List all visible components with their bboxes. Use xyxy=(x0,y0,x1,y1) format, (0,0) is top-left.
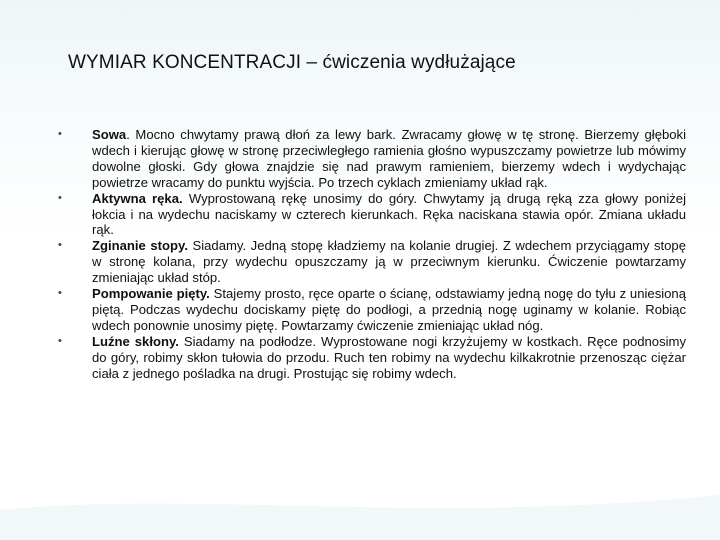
list-item xyxy=(58,334,686,382)
exercise-term: Luźne skłony. xyxy=(92,333,179,349)
bullet-icon: • xyxy=(58,128,62,140)
exercise-description: Siadamy. Jedną stopę kładziemy na kolanie drugiej. Z wdechem przyciągamy stopę w stronę kolana, przy wydechu opuszczamy ją w przeciwnym kierunku. Ćwiczenie powtarzamy zmieniając układ stóp. xyxy=(92,238,687,286)
background-wave-decoration xyxy=(0,450,720,540)
exercise-term: Aktywna ręka. xyxy=(92,190,183,206)
exercise-list xyxy=(58,127,686,382)
bullet-icon: • xyxy=(58,191,62,204)
bullet-icon: • xyxy=(58,239,62,252)
list-item xyxy=(58,127,686,191)
exercise-description: . Mocno chwytamy prawą dłoń za lewy bark. Zwracamy głowę w tę stronę. Bierzemy głęboki wdech i kierując głowę w stronę przeciwległego ramienia głośno wypuszczamy powietrze lub mówimy dowolne głoski. Gdy głowa znajdzie się nad prawym ramieniem, bierzemy wdech i wydychając powietrze wracamy do punktu wyjścia. Po trzech cyklach zmieniamy układ rąk. xyxy=(92,127,686,190)
exercise-description: Stajemy prosto, ręce oparte o ścianę, odstawiamy jedną nogę do tyłu z uniesioną piętą. Podczas wydechu dociskamy piętę do podłogi, a przednią nogę uginamy w kolanie. Robiąc wdech ponownie unosimy piętę. Powtarzamy ćwiczenie zmieniając układ nóg. xyxy=(92,286,686,333)
list-item xyxy=(58,286,686,334)
bullet-icon: • xyxy=(58,287,62,300)
bullet-icon: • xyxy=(58,334,62,347)
exercise-description: Siadamy na podłodze. Wyprostowane nogi krzyżujemy w kostkach. Ręce podnosimy do góry, robimy skłon tułowia do przodu. Ruch ten robimy na wydechu kilkakrotnie przenosząc ciężar ciała z jednego pośladka na drugi. Prostując się robimy wdech. xyxy=(92,333,687,381)
list-item xyxy=(58,191,686,239)
exercise-term: Zginanie stopy. xyxy=(92,238,188,254)
slide-title: WYMIAR KONCENTRACJI – ćwiczenia wydłużające xyxy=(68,52,516,73)
exercise-term: Pompowanie pięty. xyxy=(92,286,210,302)
list-item xyxy=(58,238,686,286)
exercise-description: Wyprostowaną rękę unosimy do góry. Chwytamy ją drugą ręką zza głowy poniżej łokcia i na wydechu naciskamy w czterech kierunkach. Ręka naciskana stawia opór. Zmiana układu rąk. xyxy=(92,190,686,238)
exercise-term: Sowa xyxy=(92,127,127,142)
